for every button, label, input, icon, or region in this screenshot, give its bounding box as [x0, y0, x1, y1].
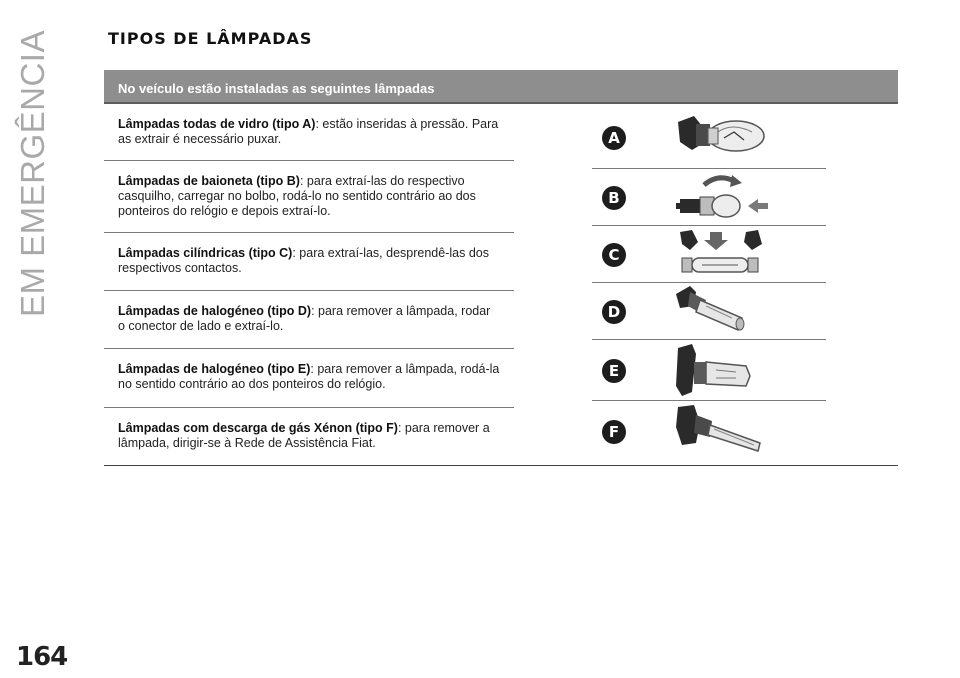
lamp-images-panel — [592, 104, 826, 464]
row-text — [104, 233, 514, 276]
lamp-image-a — [592, 104, 826, 169]
type-badge: B — [602, 186, 626, 210]
row-term: Lâmpadas com descarga de gás Xénon (tipo F) — [118, 421, 398, 435]
table-header — [104, 70, 898, 104]
table-row-type-e — [104, 349, 514, 408]
type-badge: D — [602, 300, 626, 324]
type-badge: E — [602, 359, 626, 383]
row-description: : para remover a lâmpada, rodar o conector de lado e extraí-lo. — [118, 304, 491, 333]
lamp-image-d — [592, 283, 826, 340]
bayonet-bulb-icon — [672, 171, 772, 223]
row-description: : para extraí-las do respectivo casquilho, carregar no bolbo, rodá-lo no sentido contrário ao dos ponteiros do relógio e depois extraí-lo. — [118, 174, 476, 218]
page-title: TIPOS DE LÂMPADAS — [108, 29, 313, 48]
row-text — [104, 408, 514, 451]
row-term: Lâmpadas cilíndricas (tipo C) — [118, 246, 293, 260]
halogen-bulb-e-icon — [672, 342, 772, 398]
type-badge: F — [602, 420, 626, 444]
lamp-image-e — [592, 340, 826, 401]
type-badge: A — [602, 126, 626, 150]
lamp-image-b — [592, 169, 826, 226]
lamp-image-c — [592, 226, 826, 283]
row-term: Lâmpadas de baioneta (tipo B) — [118, 174, 300, 188]
section-side-title-text: EM EMERGÊNCIA — [14, 30, 51, 318]
page-number: 164 — [16, 642, 68, 672]
row-description: : para remover a lâmpada, dirigir-se à Rede de Assistência Fiat. — [118, 421, 490, 450]
table-row-type-a — [104, 104, 514, 161]
type-badge: C — [602, 243, 626, 267]
festoon-bulb-icon — [672, 228, 772, 280]
row-text — [104, 161, 514, 219]
row-description: : estão inseridas à pressão. Para as extrair é necessário puxar. — [118, 117, 499, 146]
row-description: : para remover a lâmpada, rodá-la no sentido contrário ao dos ponteiros do relógio. — [118, 362, 500, 391]
table-row-type-f — [104, 408, 514, 465]
lamp-image-f — [592, 401, 826, 464]
halogen-bulb-d-icon — [672, 284, 772, 338]
section-side-title — [14, 30, 84, 320]
table-row-type-c — [104, 233, 514, 291]
table-row-type-b — [104, 161, 514, 233]
row-description: : para extraí-las, desprendê-las dos respectivos contactos. — [118, 246, 489, 275]
row-term: Lâmpadas todas de vidro (tipo A) — [118, 117, 316, 131]
row-term: Lâmpadas de halogéneo (tipo D) — [118, 304, 312, 318]
row-term: Lâmpadas de halogéneo (tipo E) — [118, 362, 311, 376]
table-header-text: No veículo estão instaladas as seguintes lâmpadas — [118, 81, 435, 96]
glass-wedge-bulb-icon — [672, 110, 772, 162]
row-text — [104, 349, 514, 392]
table-row-type-d — [104, 291, 514, 349]
xenon-bulb-icon — [672, 403, 772, 461]
row-text — [104, 104, 514, 147]
table-bottom-rule — [104, 465, 898, 466]
row-text — [104, 291, 514, 334]
